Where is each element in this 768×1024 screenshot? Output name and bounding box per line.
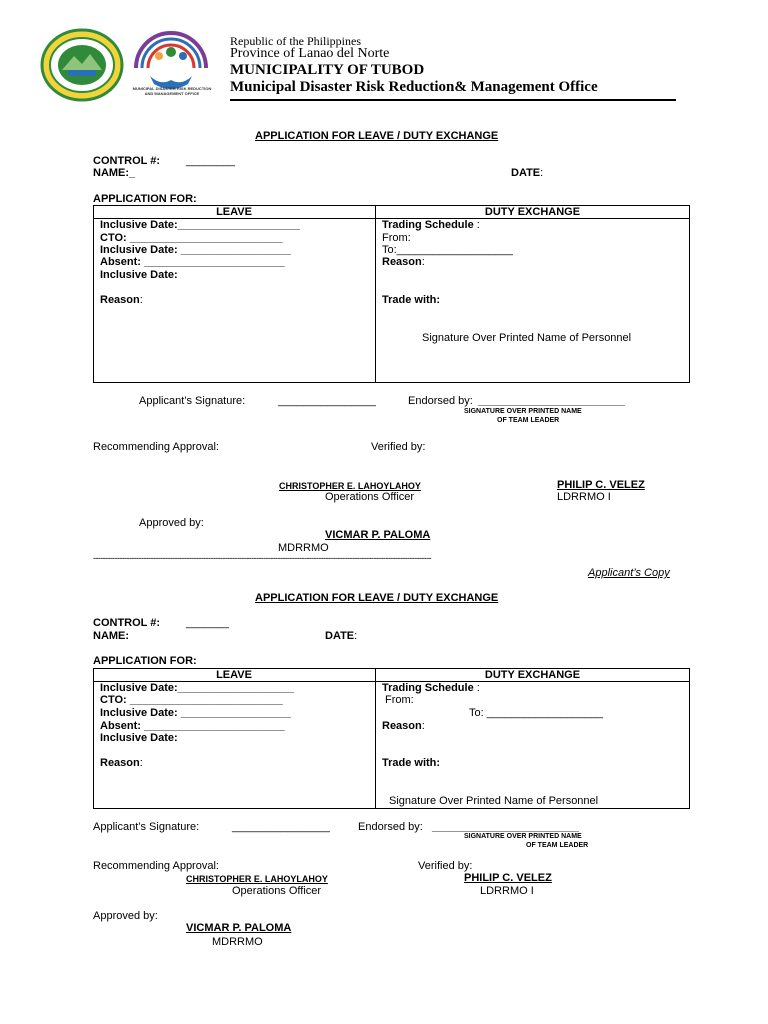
form1-endorsed-field[interactable]: ________________________ [478, 395, 625, 407]
form1-leave-absent[interactable]: Absent: _______________________ [100, 256, 285, 268]
form1-team-leader-caption-2: OF TEAM LEADER [497, 417, 560, 424]
form2-from[interactable]: From: [385, 694, 414, 706]
form2-endorsed-label: Endorsed by: [358, 821, 423, 833]
applicants-copy-label: Applicant’s Copy [588, 567, 670, 579]
form2-applicant-signature-field[interactable]: ________________ [232, 821, 330, 833]
form1-title: APPLICATION FOR LEAVE / DUTY EXCHANGE [255, 130, 499, 142]
form2-approved-label: Approved by: [93, 910, 158, 922]
form2-applicant-signature-label: Applicant’s Signature: [93, 821, 200, 833]
form2-signature-personnel: Signature Over Printed Name of Personnel [389, 795, 599, 807]
header-underline [230, 99, 676, 101]
form1-leave-inclusive-date[interactable]: Inclusive Date:____________________ [100, 219, 300, 231]
municipal-seal [40, 28, 124, 102]
form2-ldrrmo-name: PHILIP C. VELEZ [464, 872, 552, 884]
form1-date[interactable]: DATE: [511, 167, 544, 179]
form1-col-duty: DUTY EXCHANGE [484, 206, 581, 218]
form2-leave-inclusive-date-2[interactable]: Inclusive Date: __________________ [100, 707, 291, 719]
form1-recommending-label: Recommending Approval: [93, 441, 219, 453]
form2-recommending-label: Recommending Approval: [93, 860, 219, 872]
form1-from[interactable]: From: [382, 232, 411, 244]
form1-ops-officer-title: Operations Officer [325, 491, 415, 503]
form2-leave-inclusive-date-3[interactable]: Inclusive Date: [100, 732, 178, 744]
form2-table-divider [375, 668, 376, 809]
form1-trade-with[interactable]: Trade with: [382, 294, 441, 306]
header-municipality: MUNICIPALITY OF TUBOD [230, 62, 425, 78]
form2-endorsed-field[interactable]: ________________________ [432, 821, 579, 833]
logo-caption: MUNICIPAL DISASTER RISK REDUCTION AND MANAGEMENT OFFICE [132, 86, 212, 96]
form2-to[interactable]: To: ___________________ [469, 707, 603, 719]
form2-mdrrmo-name: VICMAR P. PALOMA [186, 922, 292, 934]
form2-verified-label: Verified by: [418, 860, 473, 872]
form1-endorsed-label: Endorsed by: [408, 395, 473, 407]
form1-ldrrmo-title: LDRRMO I [557, 491, 611, 503]
form1-duty-reason[interactable]: Reason: [382, 256, 425, 268]
form1-mdrrmo-title: MDRRMO [278, 542, 329, 554]
form2-leave-absent[interactable]: Absent: _______________________ [100, 720, 285, 732]
form2-leave-reason[interactable]: Reason: [100, 757, 143, 769]
form1-application-for: APPLICATION FOR: [93, 193, 197, 205]
form1-name-label[interactable]: NAME:_ [93, 167, 136, 179]
form2-ops-officer-title: Operations Officer [232, 885, 322, 897]
cut-divider: --------------------------------------------------------------------------------------------------------------------------------------------- [93, 553, 431, 563]
form2-application-for: APPLICATION FOR: [93, 655, 197, 667]
form1-leave-inclusive-date-3[interactable]: Inclusive Date: [100, 269, 178, 281]
header-office: Municipal Disaster Risk Reduction& Management Office [230, 79, 598, 95]
form2-col-leave: LEAVE [216, 669, 252, 681]
form2-ops-officer-name: CHRISTOPHER E. LAHOYLAHOY [186, 874, 328, 884]
form2-team-leader-caption-2: OF TEAM LEADER [526, 842, 589, 849]
form2-leave-inclusive-date[interactable]: Inclusive Date:___________________ [100, 682, 294, 694]
form1-table-divider [375, 205, 376, 383]
form1-applicant-signature-label: Applicant’s Signature: [139, 395, 246, 407]
form1-applicant-signature-field[interactable]: ________________ [278, 395, 376, 407]
form1-ldrrmo-name: PHILIP C. VELEZ [557, 479, 645, 491]
form1-ops-officer-name: CHRISTOPHER E. LAHOYLAHOY [279, 481, 421, 491]
form2-mdrrmo-title: MDRRMO [212, 936, 263, 948]
header-republic: Republic of the Philippines [230, 34, 361, 48]
form1-leave-reason[interactable]: Reason: [100, 294, 143, 306]
form1-verified-label: Verified by: [371, 441, 426, 453]
form1-control-label: CONTROL #: [93, 155, 161, 167]
form1-approved-label: Approved by: [139, 517, 204, 529]
form1-team-leader-caption-1: SIGNATURE OVER PRINTED NAME [464, 408, 582, 415]
form2-date-label: DATE [325, 630, 355, 642]
form2-control-label: CONTROL #: [93, 617, 161, 629]
form2-trading-schedule: Trading Schedule : [382, 682, 480, 694]
form2-leave-cto[interactable]: CTO: _________________________ [100, 694, 283, 706]
header-province: Province of Lanao del Norte [230, 46, 390, 61]
form2-control-field[interactable]: _______ [186, 617, 229, 629]
form1-mdrrmo-name: VICMAR P. PALOMA [325, 529, 431, 541]
form1-control-field[interactable]: ________ [186, 155, 235, 167]
form1-to[interactable]: To:___________________ [382, 244, 513, 256]
form2-ldrrmo-title: LDRRMO I [480, 885, 534, 897]
form1-col-leave: LEAVE [216, 206, 252, 218]
form2-col-duty: DUTY EXCHANGE [484, 669, 581, 681]
form2-team-leader-caption-1: SIGNATURE OVER PRINTED NAME [464, 833, 582, 840]
form2-name-label[interactable]: NAME: [93, 630, 130, 642]
form1-leave-inclusive-date-2[interactable]: Inclusive Date: __________________ [100, 244, 291, 256]
form2-date[interactable]: DATE: [325, 630, 358, 642]
form1-signature-personnel: Signature Over Printed Name of Personnel [422, 332, 632, 344]
form1-trading-schedule: Trading Schedule : [382, 219, 480, 231]
form2-title: APPLICATION FOR LEAVE / DUTY EXCHANGE [255, 592, 499, 604]
form2-duty-reason[interactable]: Reason: [382, 720, 425, 732]
form1-leave-cto[interactable]: CTO: _________________________ [100, 232, 283, 244]
form2-trade-with[interactable]: Trade with: [382, 757, 441, 769]
form1-date-label: DATE [511, 167, 541, 179]
